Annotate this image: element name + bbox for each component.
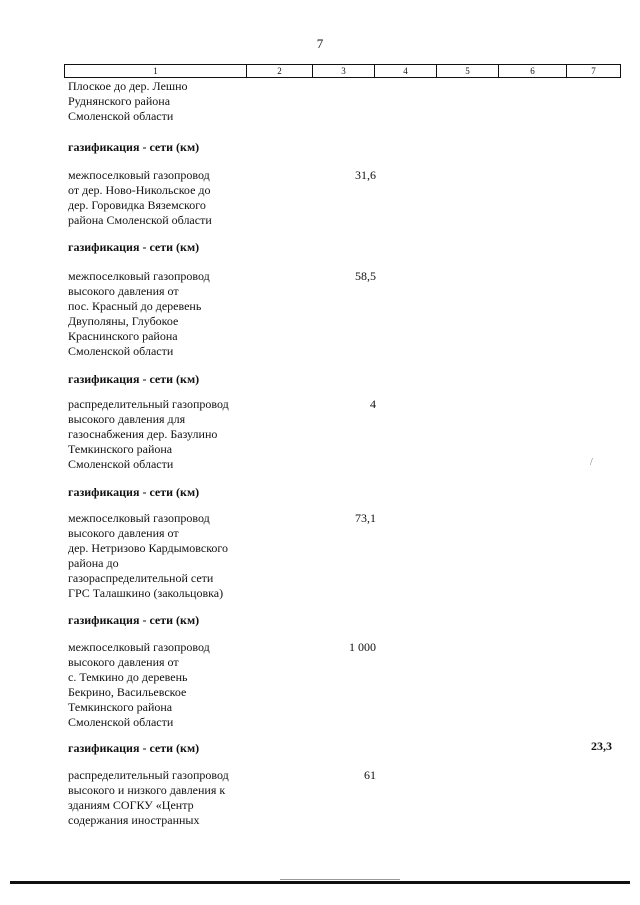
column-number-7: 7	[567, 65, 621, 78]
column-number-4: 4	[375, 65, 437, 78]
entry-value-column-7: 23,3	[591, 739, 612, 753]
entry-description: распределительный газопровод высокого давления для газоснабжения дер. Базулино Темкинского района Смоленской области	[68, 397, 229, 471]
entry-description: распределительный газопровод высокого и низкого давления к зданиям СОГКУ «Центр содержания иностранных	[68, 768, 229, 827]
column-number-3: 3	[313, 65, 375, 78]
column-number-1: 1	[65, 65, 247, 78]
section-heading: газификация - сети (км)	[68, 140, 200, 154]
column-number-6: 6	[499, 65, 567, 78]
entry-value-column-3: 4	[370, 397, 376, 411]
page-number: 7	[316, 36, 324, 51]
entry-value-column-3: 31,6	[355, 168, 376, 182]
entry-value-column-3: 61	[364, 768, 376, 782]
section-heading: газификация - сети (км)	[68, 741, 200, 755]
entry-description: Плоское до дер. Лешно Руднянского района Смоленской области	[68, 79, 188, 123]
entry-description: межпоселковый газопровод высокого давления от с. Темкино до деревень Бекрино, Васильевское Темкинского района Смоленской области	[68, 640, 210, 729]
entry-description: межпоселковый газопровод от дер. Ново-Никольское до дер. Горовидка Вяземского района Смоленской области	[68, 168, 212, 227]
bottom-border-line	[10, 881, 630, 884]
entry-value-column-3: 73,1	[355, 511, 376, 525]
section-heading: газификация - сети (км)	[68, 240, 200, 254]
scan-speck: /	[590, 457, 593, 468]
entry-value-column-3: 58,5	[355, 269, 376, 283]
column-number-header	[64, 64, 621, 78]
section-heading: газификация - сети (км)	[68, 613, 200, 627]
entry-value-column-3: 1 000	[349, 640, 376, 654]
section-heading: газификация - сети (км)	[68, 372, 200, 386]
column-number-5: 5	[437, 65, 499, 78]
scan-line-faint	[280, 879, 400, 880]
entry-description: межпоселковый газопровод высокого давления от дер. Нетризово Кардымовского района до газораспределительной сети ГРС Талашкино (закольцовка)	[68, 511, 229, 600]
section-heading: газификация - сети (км)	[68, 485, 200, 499]
column-number-2: 2	[247, 65, 313, 78]
entry-description: межпоселковый газопровод высокого давления от пос. Красный до деревень Двуполяны, Глубокое Краснинского района Смоленской области	[68, 269, 210, 358]
